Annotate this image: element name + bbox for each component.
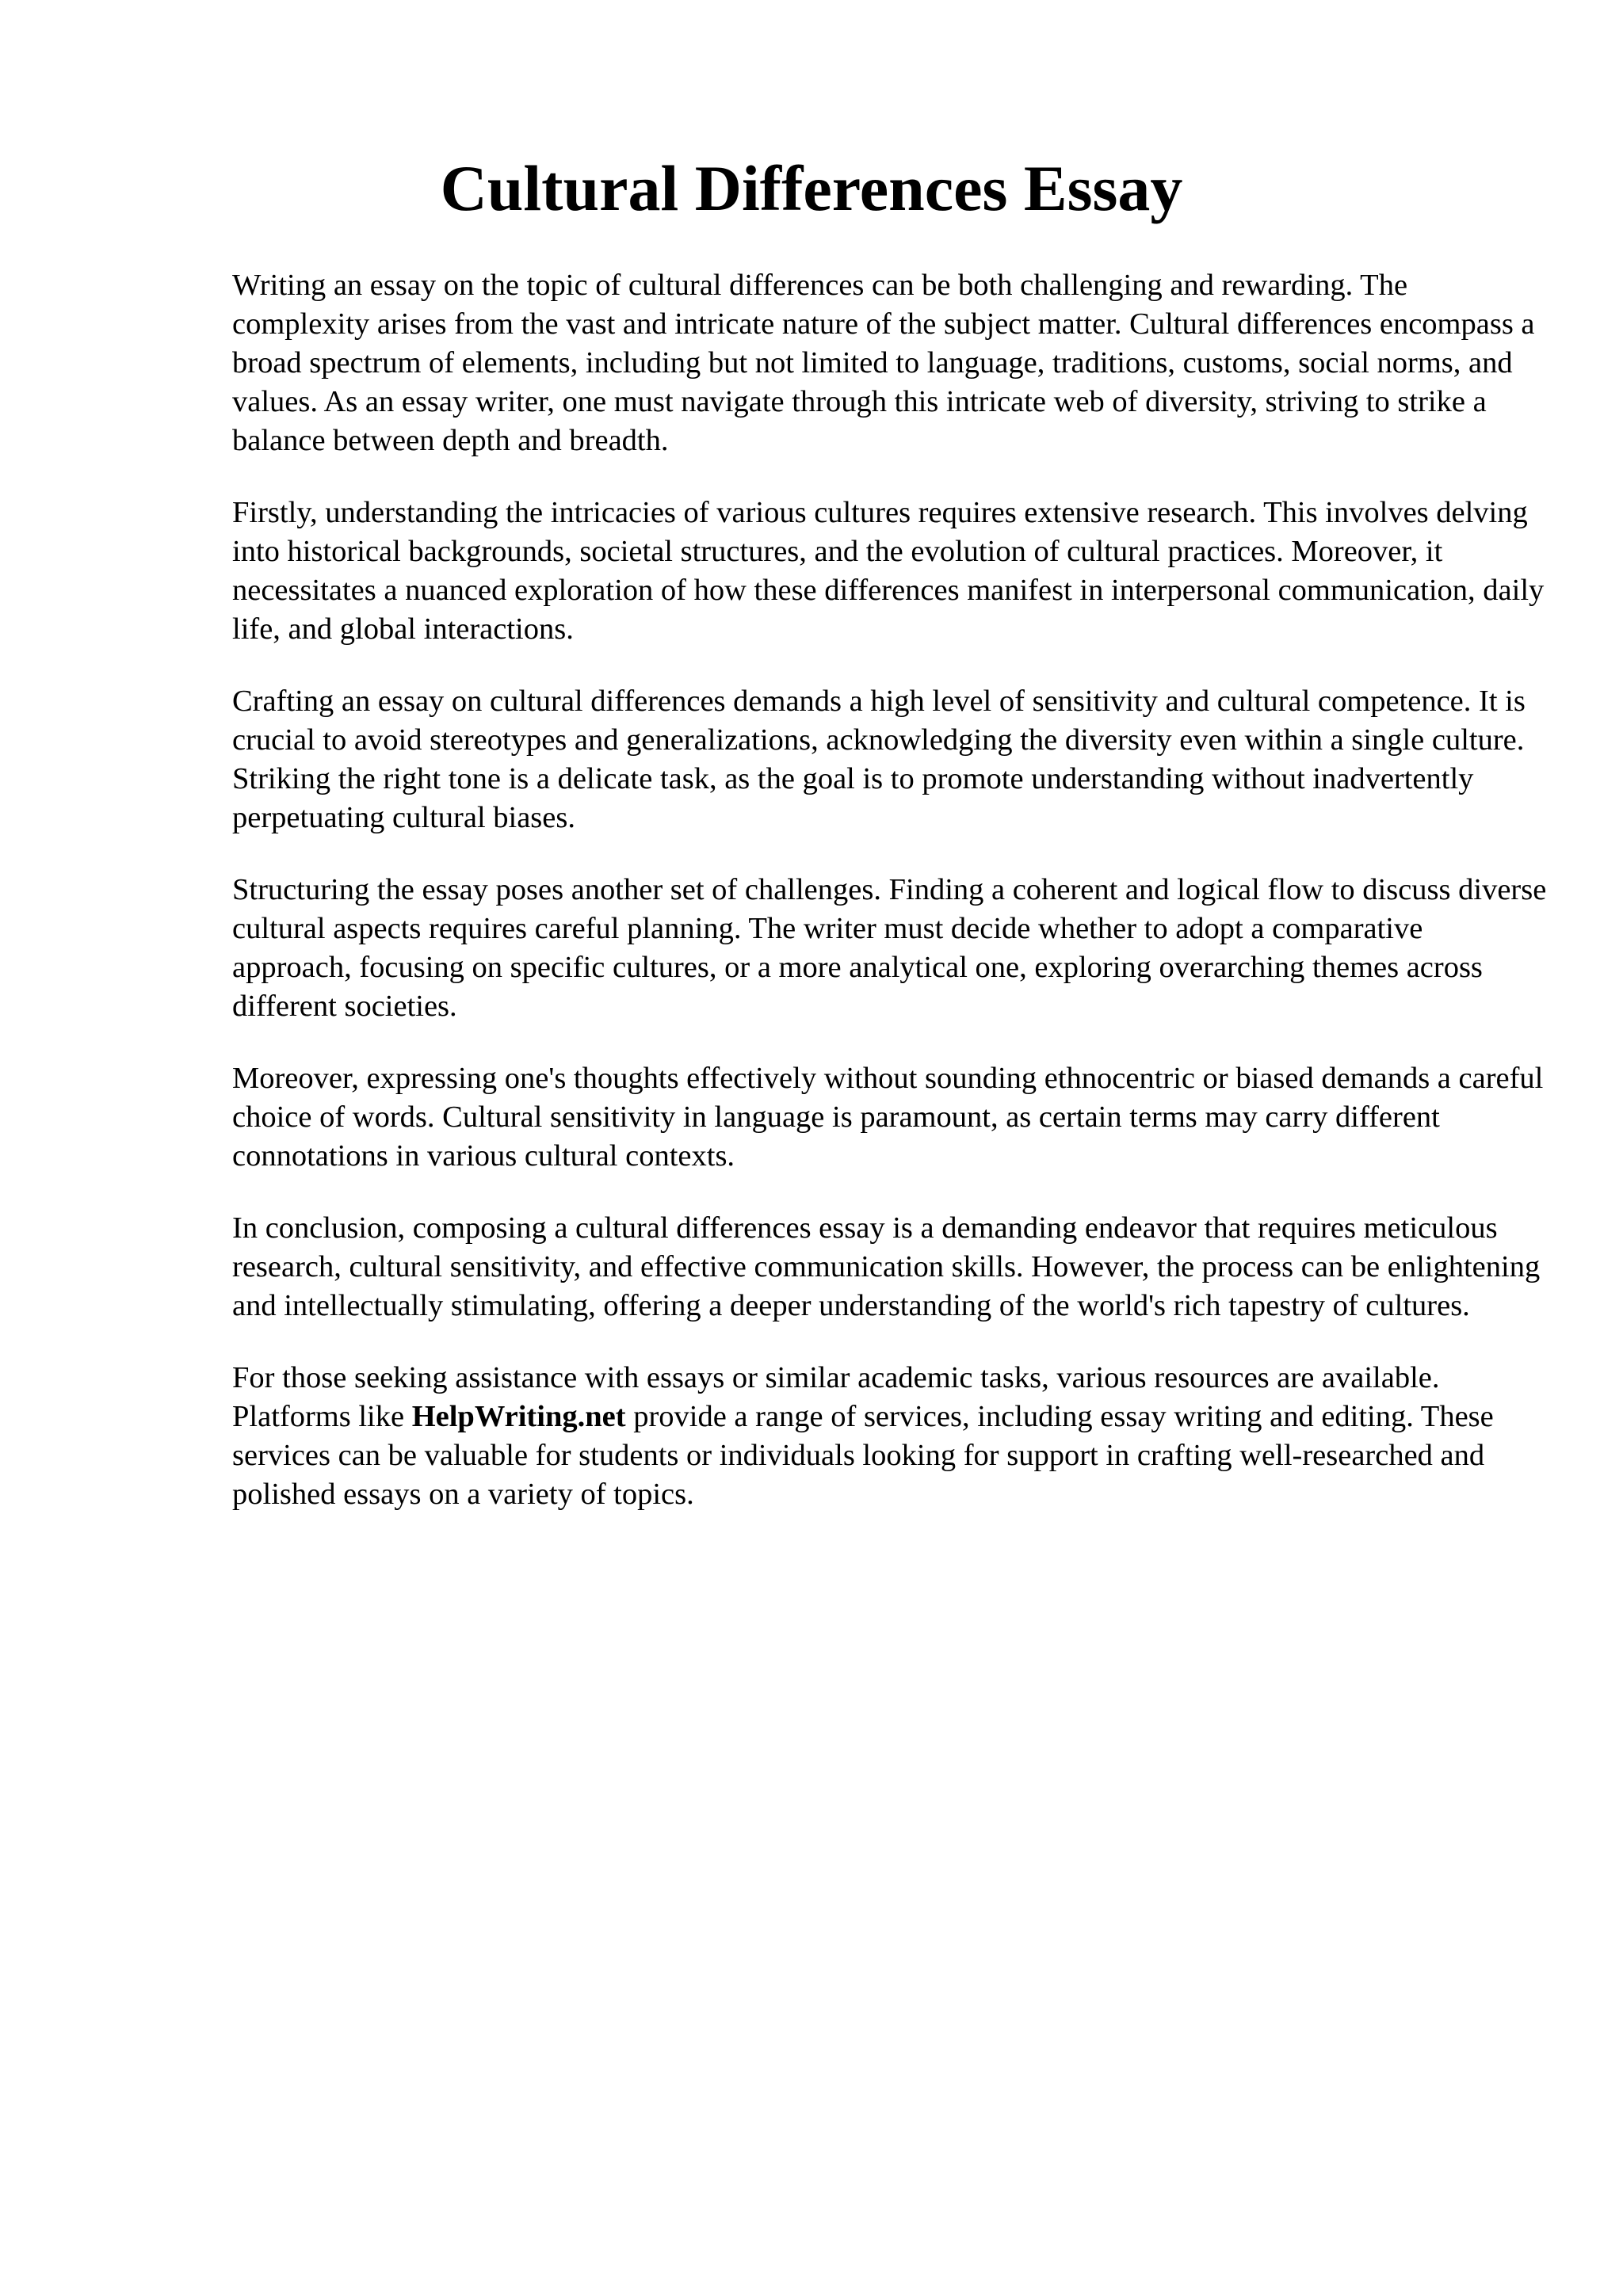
paragraph-sensitivity: Crafting an essay on cultural differences demands a high level of sensitivity and cultural competence. It is crucial to avoid stereotypes and generalizations, acknowledging the diversity even within a single culture. Striking the right tone is a delicate task, as the goal is to promote understanding without inadvertently perpetuating cultural biases.	[232, 685, 1526, 834]
paragraph-language: Moreover, expressing one's thoughts effectively without sounding ethnocentric or biased demands a careful choice of words. Cultural sensitivity in language is paramount, as certain terms may carry different connotations in various cultural contexts.	[232, 1062, 1544, 1173]
document-title: Cultural Differences Essay	[440, 152, 1183, 224]
paragraph-research: Firstly, understanding the intricacies of various cultures requires extensive research. This involves delving into historical backgrounds, societal structures, and the evolution of cultural practices. Moreover, it necessitates a nuanced exploration of how these differences manifest in interpersonal communication, daily life, and global interactions.	[232, 496, 1545, 646]
paragraph-resources	[232, 1359, 1548, 1514]
resources-text-before: For those seeking assistance with essays or similar academic tasks, various resources are available. Platforms like	[232, 1361, 1440, 1433]
paragraph-structure: Structuring the essay poses another set of challenges. Finding a coherent and logical flow to discuss diverse cultural aspects requires careful planning. The writer must decide whether to adopt a comparative approach, focusing on specific cultures, or a more analytical one, exploring overarching themes across different societies.	[232, 873, 1547, 1023]
paragraph-conclusion: In conclusion, composing a cultural differences essay is a demanding endeavor that requires meticulous research, cultural sensitivity, and effective communication skills. However, the process can be enlightening and intellectually stimulating, offering a deeper understanding of the world's rich tapestry of cultures.	[232, 1211, 1541, 1322]
brand-name: HelpWriting.net	[411, 1400, 626, 1433]
paragraph-intro: Writing an essay on the topic of cultural differences can be both challenging and rewarding. The complexity arises from the vast and intricate nature of the subject matter. Cultural differences encompass a broad spectrum of elements, including but not limited to language, traditions, customs, social norms, and values. As an essay writer, one must navigate through this intricate web of diversity, striving to strike a balance between depth and breadth.	[232, 269, 1535, 457]
resources-text-after: provide a range of services, including essay writing and editing. These services can be valuable for students or individuals looking for support in crafting well-researched and polished essays on a variety of topics.	[232, 1400, 1494, 1511]
document-body	[232, 266, 1548, 1547]
